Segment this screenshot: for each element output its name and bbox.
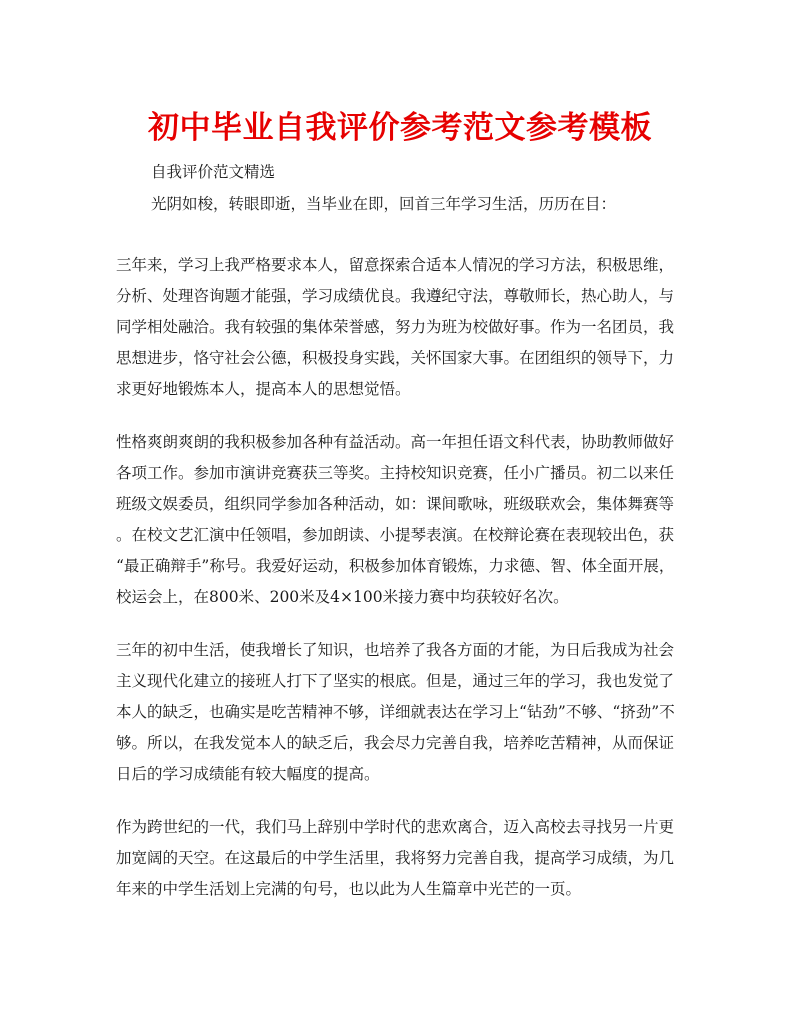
paragraph-line: 校运会上，在800米、200米及4×100米接力赛中均获较好名次。	[116, 588, 569, 606]
paragraph-line: 加宽阔的天空。在这最后的中学生活里，我将努力完善自我，提高学习成绩，为几	[116, 849, 675, 867]
paragraph-line: 思想进步，恪守社会公德，积极投身实践，关怀国家大事。在团组织的领导下，力	[116, 349, 675, 367]
paragraph-line: 本人的缺乏，也确实是吃苦精神不够，详细就表达在学习上“钻劲”不够、“挤劲”不	[116, 703, 675, 721]
paragraph-line: 班级文娱委员，组织同学参加各种活动，如：课间歌咏，班级联欢会，集体舞赛等	[116, 495, 675, 513]
intro-subtitle: 自我评价范文精选	[151, 163, 276, 181]
paragraph-line: 年来的中学生活划上完满的句号，也以此为人生篇章中光芒的一页。	[116, 880, 582, 898]
paragraph-line: 日后的学习成绩能有较大幅度的提高。	[116, 765, 380, 783]
document-title: 初中毕业自我评价参考范文参考模板	[148, 110, 652, 146]
paragraph-activities	[116, 427, 688, 613]
paragraph-line: 性格爽朗爽朗的我积极参加各种有益活动。高一年担任语文科代表，协助教师做好	[116, 433, 675, 451]
paragraph-line: 各项工作。参加市演讲竞赛获三等奖。主持校知识竞赛，任小广播员。初二以来任	[116, 464, 675, 482]
paragraph-line: “最正确辩手”称号。我爱好运动，积极参加体育锻炼，力求德、智、体全面开展，	[116, 557, 675, 575]
paragraph-line: 分析、处理咨询题才能强，学习成绩优良。我遵纪守法，尊敬师长，热心助人，与	[116, 287, 675, 305]
intro-opening-line: 光阴如梭，转眼即逝，当毕业在即，回首三年学习生活，历历在目：	[151, 195, 617, 213]
paragraph-line: 三年来，学习上我严格要求本人，留意探索合适本人情况的学习方法，积极思维，	[116, 256, 675, 274]
paragraph-line: 三年的初中生活，使我增长了知识，也培养了我各方面的才能，为日后我成为社会	[116, 641, 675, 659]
paragraph-line: 主义现代化建立的接班人打下了坚实的根底。但是，通过三年的学习，我也发觉了	[116, 672, 675, 690]
paragraph-line: 同学相处融洽。我有较强的集体荣誉感，努力为班为校做好事。作为一名团员，我	[116, 318, 675, 336]
paragraph-study-conduct	[116, 250, 688, 405]
paragraph-conclusion	[116, 812, 688, 905]
paragraph-line: 够。所以，在我发觉本人的缺乏后，我会尽力完善自我，培养吃苦精神，从而保证	[116, 734, 675, 752]
paragraph-reflection	[116, 635, 688, 790]
paragraph-line: 作为跨世纪的一代，我们马上辞别中学时代的悲欢离合，迈入高校去寻找另一片更	[116, 818, 675, 836]
paragraph-line: 。在校文艺汇演中任领唱，参加朗读、小提琴表演。在校辩论赛在表现较出色，获	[116, 526, 675, 544]
paragraph-line: 求更好地锻炼本人，提高本人的思想觉悟。	[116, 380, 411, 398]
